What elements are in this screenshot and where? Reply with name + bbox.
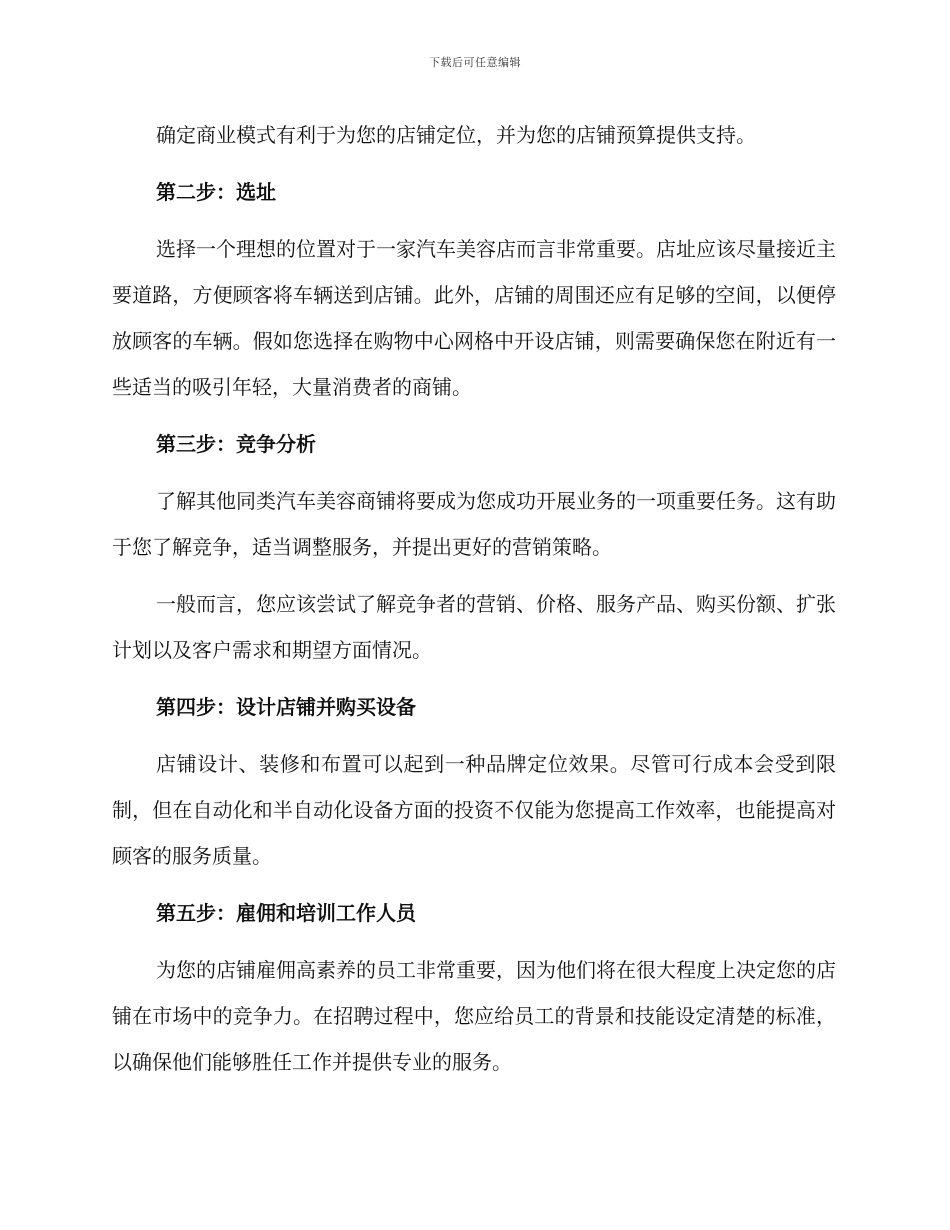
heading-step-two: 第二步：选址 [156,180,276,204]
document-body [112,112,836,1096]
paragraph-competitor-research: 一般而言，您应该尝试了解竞争者的营销、价格、服务产品、购买份额、扩张计划以及客户需求和期望方面情况。 [112,592,836,662]
heading-step-five: 第五步：雇佣和培训工作人员 [156,901,416,925]
paragraph-business-model: 确定商业模式有利于为您的店铺定位，并为您的店铺预算提供支持。 [156,123,756,147]
header-note: 下载后可任意编辑 [429,56,521,69]
paragraph-staffing: 为您的店铺雇佣高素养的员工非常重要，因为他们将在很大程度上决定您的店铺在市场中的竞争力。在招聘过程中，您应给员工的背景和技能设定清楚的标准，以确保他们能够胜任工作并提供专业的服务。 [112,958,836,1074]
heading-step-three: 第三步：竞争分析 [156,432,316,456]
paragraph-competition: 了解其他同类汽车美容商铺将要成为您成功开展业务的一项重要任务。这有助于您了解竞争，适当调整服务，并提出更好的营销策略。 [112,489,836,559]
heading-step-four: 第四步：设计店铺并购买设备 [156,695,416,719]
paragraph-location: 选择一个理想的位置对于一家汽车美容店而言非常重要。店址应该尽量接近主要道路，方便顾客将车辆送到店铺。此外，店铺的周围还应有足够的空间，以便停放顾客的车辆。假如您选择在购物中心网格中开设店铺，则需要确保您在附近有一些适当的吸引年轻，大量消费者的商铺。 [112,237,836,399]
paragraph-store-design: 店铺设计、装修和布置可以起到一种品牌定位效果。尽管可行成本会受到限制，但在自动化和半自动化设备方面的投资不仅能为您提高工作效率，也能提高对顾客的服务质量。 [112,752,836,868]
